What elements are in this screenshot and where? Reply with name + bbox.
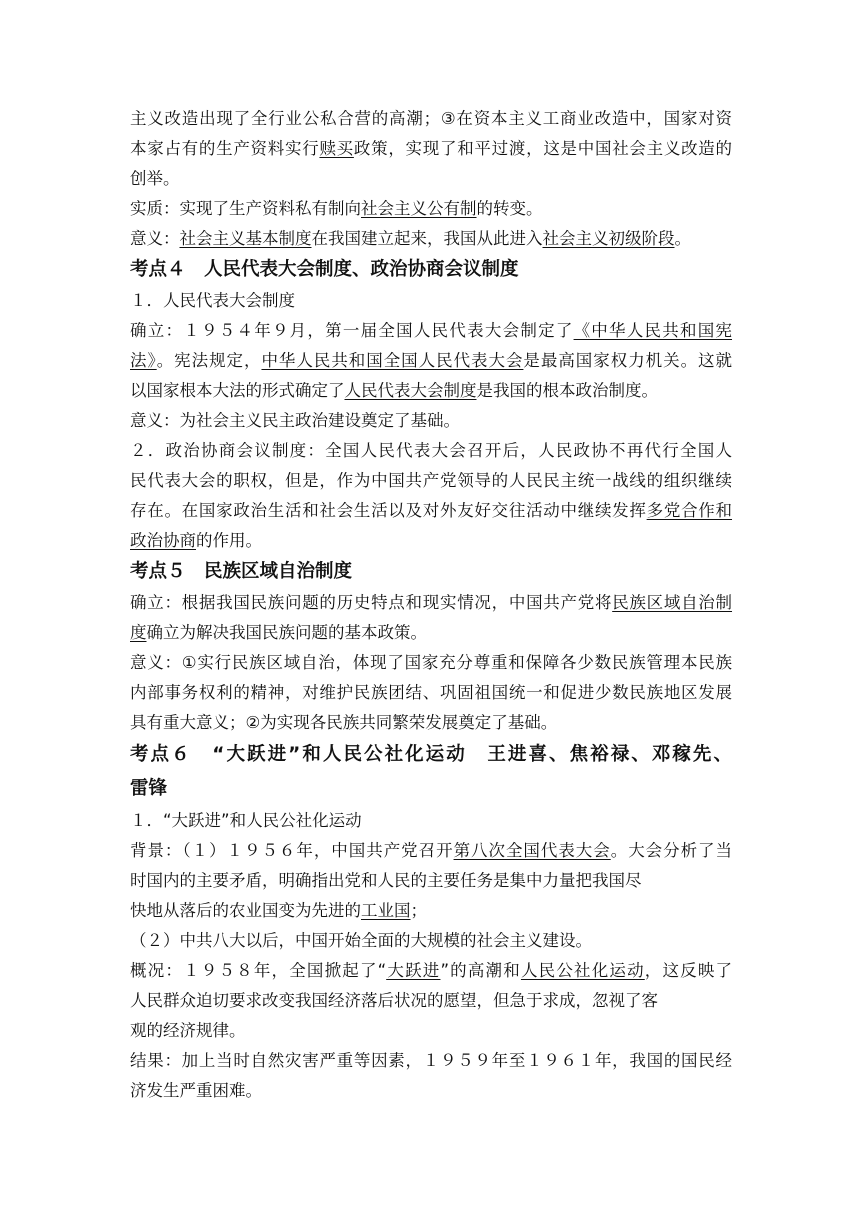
paragraph-line: 度确立为解决我国民族问题的基本政策。	[130, 623, 427, 642]
paragraph-line: 实质：实现了生产资料私有制向社会主义公有制的转变。	[130, 199, 543, 218]
paragraph-line: 存在。在国家政治生活和社会生活以及对外友好交往活动中继续发挥多党合作和	[130, 501, 733, 520]
paragraph-line: 观的经济规律。	[130, 1021, 246, 1040]
section-heading: 考点４ 人民代表大会制度、政治协商会议制度	[130, 259, 519, 280]
paragraph-line: 具有重大意义；②为实现各民族共同繁荣发展奠定了基础。	[130, 713, 558, 732]
paragraph-line: 意义：①实行民族区域自治，体现了国家充分尊重和保障各少数民族管理本民族	[130, 653, 732, 672]
paragraph-line: 主义改造出现了全行业公私合营的高潮；③在资本主义工商业改造中，国家对资	[130, 109, 732, 128]
paragraph-line: 背景：（１）１９５６年，中国共产党召开第八次全国代表大会。大会分析了当	[130, 841, 733, 860]
subsection-title: １．人民代表大会制度	[130, 291, 295, 310]
section-heading: 考点６ “大跃进”和人民公社化运动 王进喜、焦裕禄、邓稼先、	[130, 744, 732, 765]
paragraph-line: ２．政治协商会议制度：全国人民代表大会召开后，人民政协不再代行全国人	[130, 441, 732, 460]
paragraph-line: 创举。	[130, 169, 180, 188]
paragraph-line: 结果：加上当时自然灾害严重等因素，１９５９年至１９６１年，我国的国民经	[130, 1051, 732, 1070]
paragraph-line: 法》。宪法规定，中华人民共和国全国人民代表大会是最高国家权力机关。这就	[130, 351, 733, 370]
section-heading: 考点５ 民族区域自治制度	[130, 561, 353, 582]
paragraph-line: 本家占有的生产资料实行赎买政策，实现了和平过渡，这是中国社会主义改造的	[130, 139, 733, 158]
paragraph-line: 快地从落后的农业国变为先进的工业国；	[130, 901, 427, 920]
paragraph-line: 民代表大会的职权，但是，作为中国共产党领导的人民民主统一战线的组织继续	[130, 471, 732, 490]
paragraph-line: 济发生严重困难。	[130, 1081, 262, 1100]
paragraph-line: 人民群众迫切要求改变我国经济落后状况的愿望，但急于求成，忽视了客	[130, 991, 658, 1010]
paragraph-line: 确立：根据我国民族问题的历史特点和现实情况，中国共产党将民族区域自治制	[130, 593, 733, 612]
paragraph-line: 政治协商的作用。	[130, 531, 262, 550]
paragraph-line: （２）中共八大以后，中国开始全面的大规模的社会主义建设。	[130, 931, 592, 950]
paragraph-line: 概况：１９５８年，全国掀起了“大跃进”的高潮和人民公社化运动，这反映了	[130, 961, 732, 980]
subsection-title: １．“大跃进”和人民公社化运动	[130, 811, 362, 830]
paragraph-line: 内部事务权利的精神，对维护民族团结、巩固祖国统一和促进少数民族地区发展	[130, 683, 732, 702]
paragraph-line: 以国家根本大法的形式确定了人民代表大会制度是我国的根本政治制度。	[130, 381, 658, 400]
paragraph-line: 意义：为社会主义民主政治建设奠定了基础。	[130, 411, 460, 430]
paragraph-line: 意义：社会主义基本制度在我国建立起来，我国从此进入社会主义初级阶段。	[130, 229, 691, 248]
document-page	[130, 104, 732, 1106]
section-heading-continued: 雷锋	[130, 778, 168, 799]
paragraph-line: 确立：１９５４年９月，第一届全国人民代表大会制定了《中华人民共和国宪	[130, 321, 733, 340]
paragraph-line: 时国内的主要矛盾，明确指出党和人民的主要任务是集中力量把我国尽	[130, 871, 642, 890]
